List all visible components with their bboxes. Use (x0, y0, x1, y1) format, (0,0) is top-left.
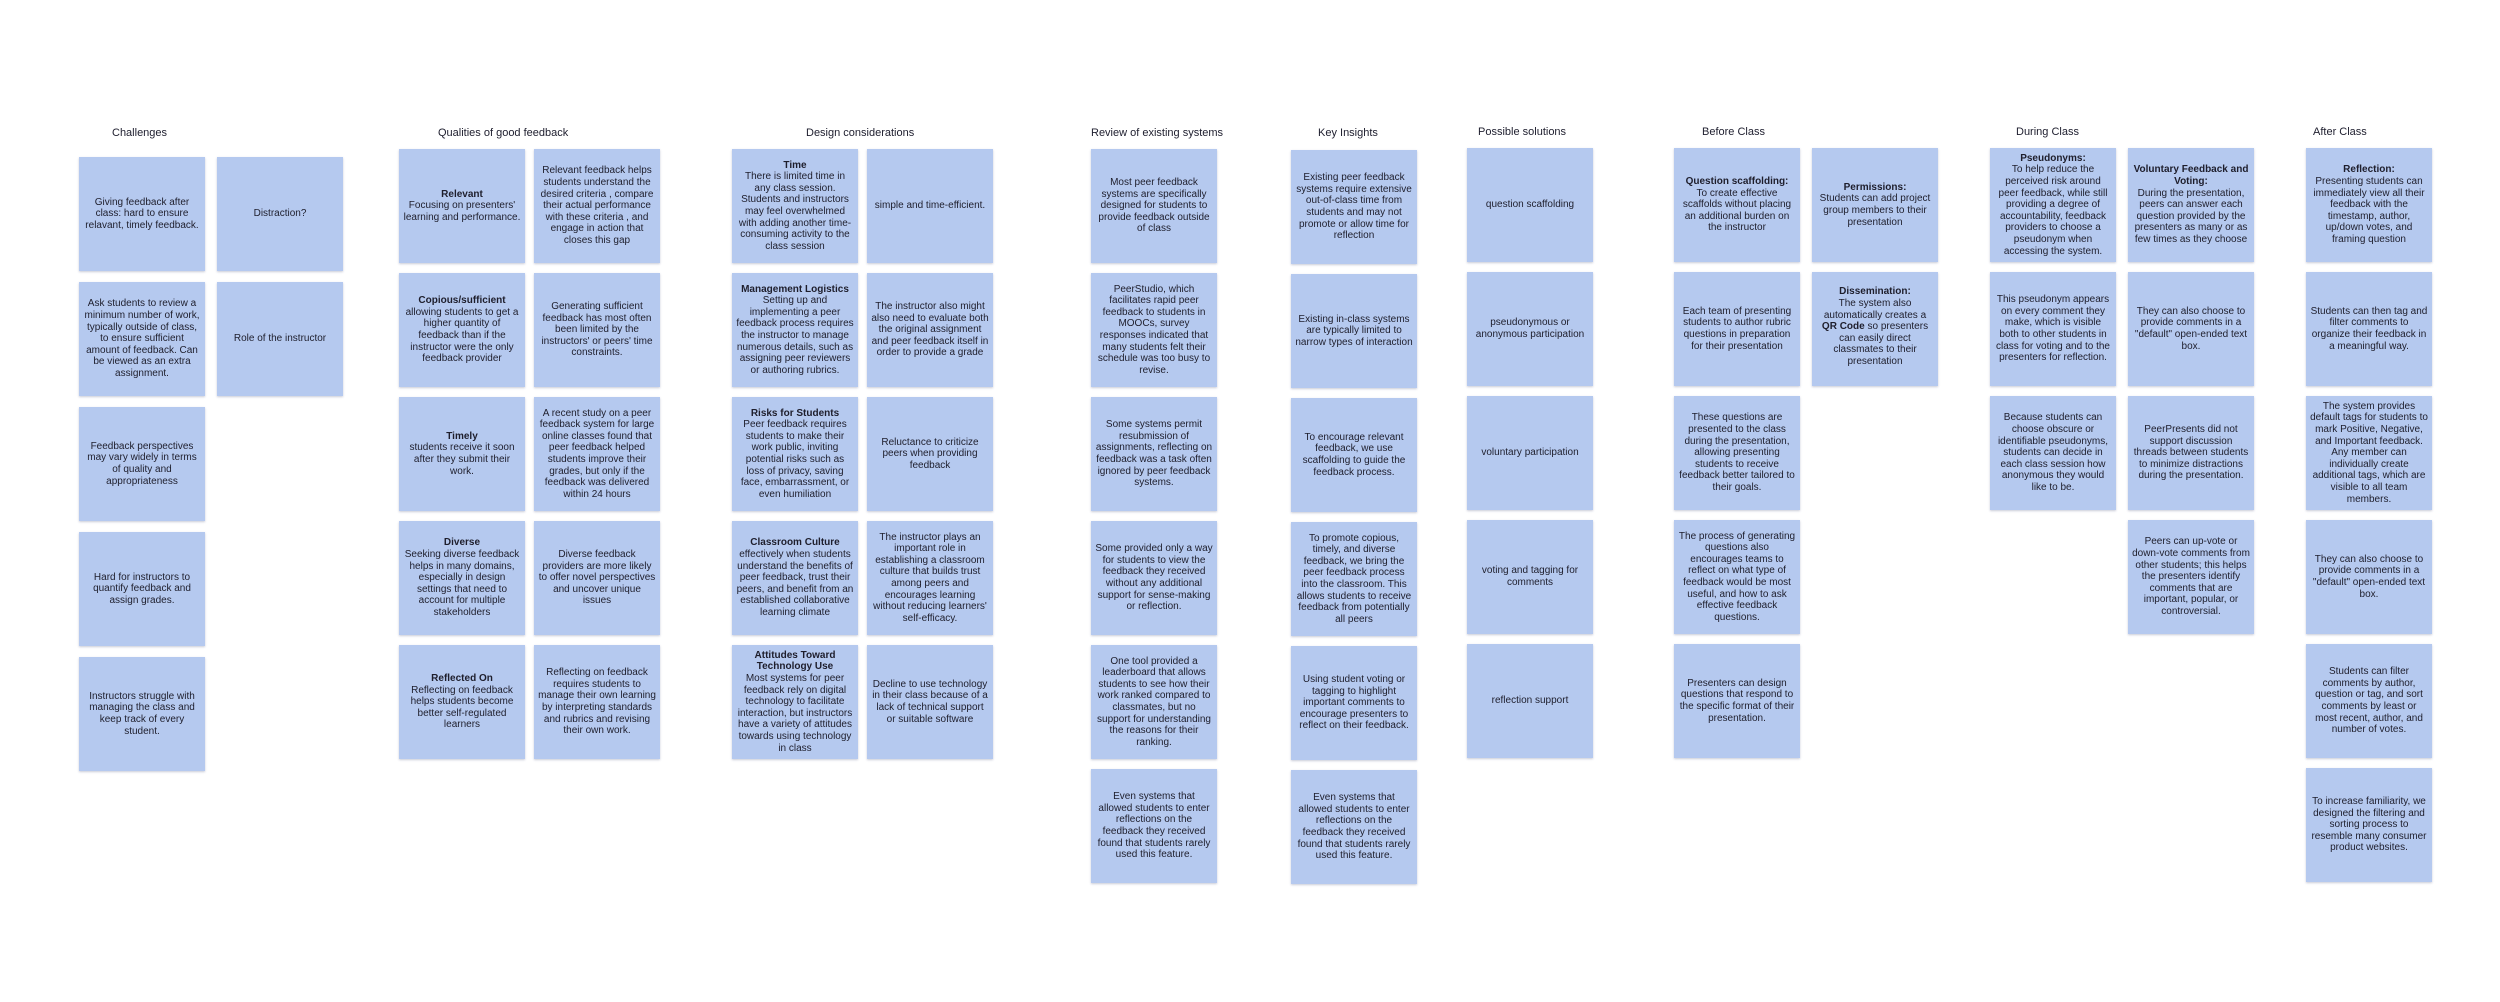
sticky-note[interactable]: Existing peer feedback systems require extensive out-of-class time from students and may not promote or allow time for reflection (1291, 150, 1417, 264)
sticky-note[interactable]: Role of the instructor (217, 282, 343, 396)
sticky-note[interactable]: One tool provided a leaderboard that allows students to see how their work ranked compared to classmates, but no support for understanding the reasons for their ranking. (1091, 645, 1217, 759)
sticky-note[interactable]: reflection support (1467, 644, 1593, 758)
column-title-review-existing: Review of existing systems (1091, 127, 1224, 139)
sticky-note[interactable]: Generating sufficient feedback has most often been limited by the instructors' or peers' time constraints. (534, 273, 660, 387)
sticky-note[interactable]: PeerPresents did not support discussion threads between students to minimize distractions during the presentation. (2128, 396, 2254, 510)
sticky-note[interactable]: They can also choose to provide comments in a "default" open-ended text box. (2306, 520, 2432, 634)
sticky-note[interactable]: Distraction? (217, 157, 343, 271)
sticky-note[interactable]: Voluntary Feedback and Voting: During the presentation, peers can answer each question provided by the presenters as many or as few times as they choose (2128, 148, 2254, 262)
column-title-qualities: Qualities of good feedback (438, 127, 569, 139)
sticky-note[interactable]: Instructors struggle with managing the class and keep track of every student. (79, 657, 205, 771)
sticky-note[interactable]: They can also choose to provide comments in a "default" open-ended text box. (2128, 272, 2254, 386)
sticky-note[interactable]: Even systems that allowed students to enter reflections on the feedback they received found that students rarely used this feature. (1091, 769, 1217, 883)
sticky-note[interactable]: Each team of presenting students to author rubric questions in preparation for their presentation (1674, 272, 1800, 386)
sticky-note[interactable]: Peers can up-vote or down-vote comments from other students; this helps the presenters identify comments that are important, popular, or controversial. (2128, 520, 2254, 634)
sticky-note[interactable]: Reflecting on feedback requires students to manage their own learning by interpreting standards and rubrics and revising their own work. (534, 645, 660, 759)
sticky-note[interactable]: To encourage relevant feedback, we use scaffolding to guide the feedback process. (1291, 398, 1417, 512)
sticky-note[interactable]: Feedback perspectives may vary widely in terms of quality and appropriateness (79, 407, 205, 521)
sticky-note[interactable]: Reflected On Reflecting on feedback helps students become better self-regulated learners (399, 645, 525, 759)
sticky-note[interactable]: Some systems permit resubmission of assignments, reflecting on feedback was a task often ignored by peer feedback systems. (1091, 397, 1217, 511)
sticky-note[interactable]: A recent study on a peer feedback system for large online classes found that peer feedback helped students improve their grades, but only if the feedback was delivered within 24 hours (534, 397, 660, 511)
sticky-note[interactable]: Relevant feedback helps students understand the desired criteria , compare their actual performance with these criteria , and engage in action that closes this gap (534, 149, 660, 263)
sticky-note[interactable]: Giving feedback after class: hard to ensure relavant, timely feedback. (79, 157, 205, 271)
column-title-after-class: After Class (2313, 126, 2367, 138)
sticky-note[interactable]: The system provides default tags for students to mark Positive, Negative, and Important feedback. Any member can individually create additional tags, which are visible to all team members. (2306, 396, 2432, 510)
sticky-note[interactable]: Pseudonyms: To help reduce the perceived risk around peer feedback, while still providing a degree of accountability, feedback providers to choose a pseudonym when accessing the system. (1990, 148, 2116, 262)
sticky-note[interactable]: question scaffolding (1467, 148, 1593, 262)
sticky-note[interactable]: Presenters can design questions that respond to the specific format of their presentation. (1674, 644, 1800, 758)
sticky-note[interactable]: Management Logistics Setting up and implementing a peer feedback process requires the instructor to manage numerous details, such as assigning peer reviewers or authoring rubrics. (732, 273, 858, 387)
sticky-note[interactable]: Ask students to review a minimum number of work, typically outside of class, to ensure sufficient amount of feedback. Can be viewed as an extra assignment. (79, 282, 205, 396)
sticky-note[interactable]: Students can then tag and filter comments to organize their feedback in a meaningful way. (2306, 272, 2432, 386)
sticky-note[interactable]: pseudonymous or anonymous participation (1467, 272, 1593, 386)
sticky-note[interactable]: To promote copious, timely, and diverse feedback, we bring the peer feedback process into the classroom. This allows students to receive feedback from potentially all peers (1291, 522, 1417, 636)
sticky-note[interactable]: To increase familiarity, we designed the filtering and sorting process to resemble many consumer product websites. (2306, 768, 2432, 882)
sticky-note[interactable]: The instructor also might also need to evaluate both the original assignment and peer feedback itself in order to provide a grade (867, 273, 993, 387)
column-title-during-class: During Class (2016, 126, 2079, 138)
sticky-note[interactable]: Hard for instructors to quantify feedback and assign grades. (79, 532, 205, 646)
sticky-note[interactable]: Attitudes Toward Technology Use Most systems for peer feedback rely on digital technology to facilitate interaction, but instructors have a variety of attitudes towards using technology in class (732, 645, 858, 759)
sticky-note[interactable]: Reluctance to criticize peers when providing feedback (867, 397, 993, 511)
sticky-note[interactable]: Time There is limited time in any class session. Students and instructors may feel overwhelmed with adding another time-consuming activity to the class session (732, 149, 858, 263)
sticky-note[interactable]: Risks for Students Peer feedback requires students to make their work public, inviting potential risks such as loss of privacy, saving face, embarrassment, or even humiliation (732, 397, 858, 511)
sticky-note[interactable]: Decline to use technology in their class because of a lack of technical support or suitable software (867, 645, 993, 759)
sticky-note[interactable]: Relevant Focusing on presenters' learning and performance. (399, 149, 525, 263)
sticky-note[interactable]: These questions are presented to the class during the presentation, allowing presenting students to receive feedback better tailored to their goals. (1674, 396, 1800, 510)
column-title-challenges: Challenges (112, 127, 168, 139)
sticky-note[interactable]: Existing in-class systems are typically limited to narrow types of interaction (1291, 274, 1417, 388)
sticky-note[interactable]: Timely students receive it soon after they submit their work. (399, 397, 525, 511)
sticky-note[interactable]: Because students can choose obscure or identifiable pseudonyms, students can decide in each class session how anonymous they would like to be. (1990, 396, 2116, 510)
column-title-design-considerations: Design considerations (806, 127, 915, 139)
column-title-before-class: Before Class (1702, 126, 1765, 138)
sticky-note[interactable]: Reflection: Presenting students can immediately view all their feedback with the timestamp, author, up/down votes, and framing question (2306, 148, 2432, 262)
sticky-note[interactable]: PeerStudio, which facilitates rapid peer feedback to students in MOOCs, survey responses indicated that many students felt their schedule was too busy to revise. (1091, 273, 1217, 387)
sticky-note[interactable]: voting and tagging for comments (1467, 520, 1593, 634)
sticky-note[interactable]: Permissions: Students can add project group members to their presentation (1812, 148, 1938, 262)
sticky-note[interactable]: This pseudonym appears on every comment they make, which is visible both to other students in class for voting and to the presenters for reflection. (1990, 272, 2116, 386)
sticky-note[interactable]: Some provided only a way for students to view the feedback they received without any additional support for sense-making or reflection. (1091, 521, 1217, 635)
sticky-note[interactable]: Dissemination: The system also automatically creates a QR Code so presenters can easily direct classmates to their presentation (1812, 272, 1938, 386)
sticky-note[interactable]: The instructor plays an important role in establishing a classroom culture that builds trust among peers and encourages learning without reducing learners' self-efficacy. (867, 521, 993, 635)
sticky-note[interactable]: Copious/sufficient allowing students to get a higher quantity of feedback than if the instructor were the only feedback provider (399, 273, 525, 387)
sticky-note[interactable]: Diverse feedback providers are more likely to offer novel perspectives and uncover unique issues (534, 521, 660, 635)
sticky-note[interactable]: The process of generating questions also encourages teams to reflect on what type of feedback would be most useful, and how to ask effective feedback questions. (1674, 520, 1800, 634)
sticky-note[interactable]: Using student voting or tagging to highlight important comments to encourage presenters to reflect on their feedback. (1291, 646, 1417, 760)
sticky-note[interactable]: Question scaffolding: To create effective scaffolds without placing an additional burden on the instructor (1674, 148, 1800, 262)
sticky-note[interactable]: Diverse Seeking diverse feedback helps in many domains, especially in design settings that need to account for multiple stakeholders (399, 521, 525, 635)
sticky-note[interactable]: Even systems that allowed students to enter reflections on the feedback they received found that students rarely used this feature. (1291, 770, 1417, 884)
sticky-note[interactable]: Classroom Culture effectively when students understand the benefits of peer feedback, trust their peers, and benefit from an established collaborative learning climate (732, 521, 858, 635)
sticky-note[interactable]: voluntary participation (1467, 396, 1593, 510)
column-title-key-insights: Key Insights (1318, 127, 1378, 139)
sticky-note[interactable]: Students can filter comments by author, question or tag, and sort comments by least or most recent, author, and number of votes. (2306, 644, 2432, 758)
sticky-note[interactable]: Most peer feedback systems are specifically designed for students to provide feedback outside of class (1091, 149, 1217, 263)
sticky-note[interactable]: simple and time-efficient. (867, 149, 993, 263)
column-title-possible-solutions: Possible solutions (1478, 126, 1567, 138)
